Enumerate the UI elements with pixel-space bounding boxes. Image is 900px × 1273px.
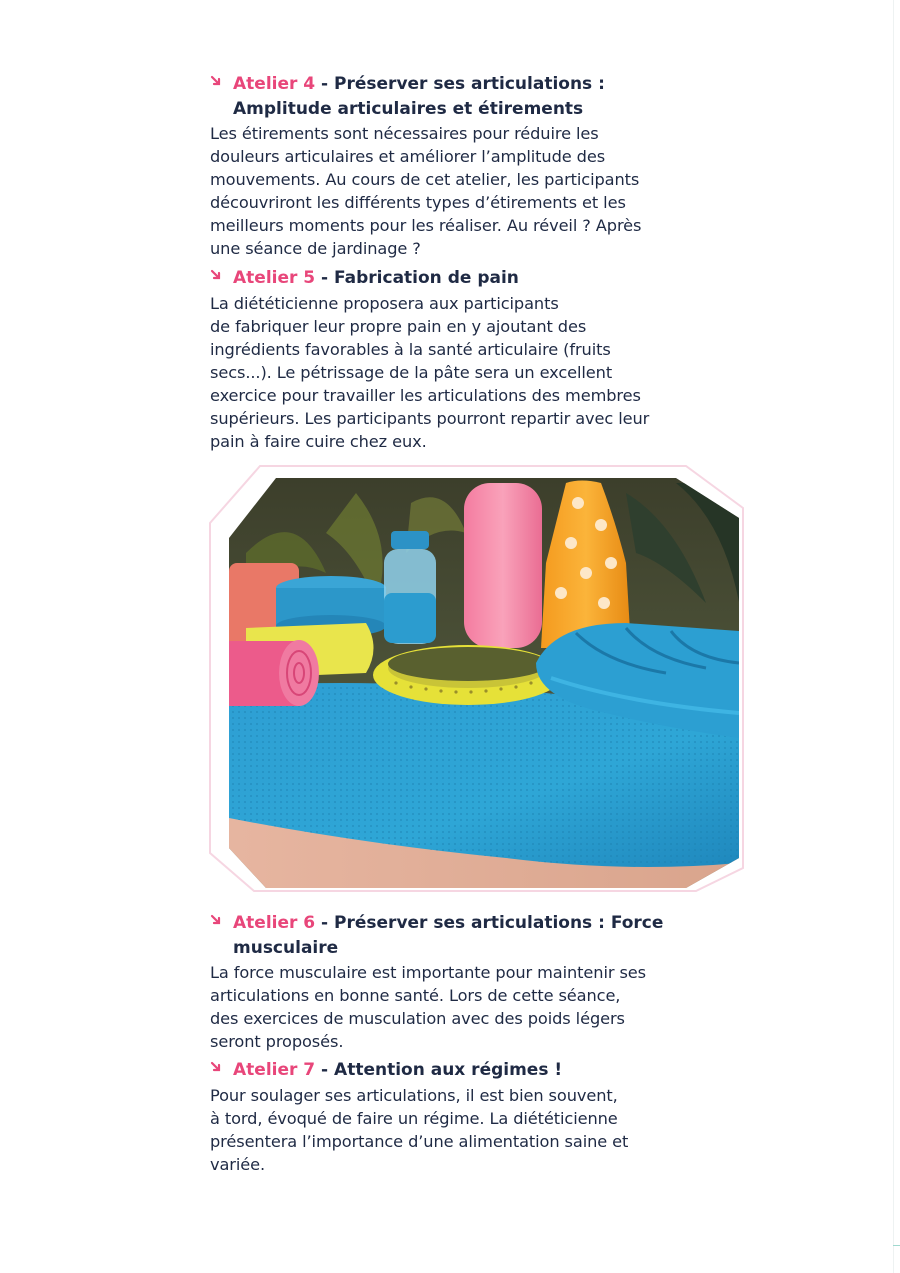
- text-line: secs...). Le pétrissage de la pâte sera un excellent: [210, 362, 613, 382]
- text-line: douleurs articulaires et améliorer l’amplitude des: [210, 147, 606, 166]
- text-line: de fabriquer leur propre pain en y ajoutant des: [210, 316, 587, 336]
- page-edge-line: [893, 0, 894, 1273]
- text-line: pain à faire cuire chez eux.: [210, 431, 427, 451]
- workshop-atelier-5: [210, 266, 690, 453]
- workshop-atelier-7: [210, 1058, 690, 1176]
- text-line: mouvements. Au cours de cet atelier, les participants: [210, 170, 640, 189]
- atelier-number: Atelier 4: [233, 74, 316, 94]
- arrow-down-right-icon: [210, 75, 222, 87]
- text-line: Les étirements sont nécessaires pour réduire les: [210, 124, 599, 143]
- workshop-heading: [210, 266, 690, 291]
- text-line: meilleurs moments pour les réaliser. Au réveil ? Après: [210, 216, 642, 235]
- text-line: supérieurs. Les participants pourront repartir avec leur: [210, 408, 650, 428]
- workshop-description: [210, 122, 690, 260]
- fitness-equipment-photo: [206, 463, 746, 893]
- text-line: exercice pour travailler les articulations des membres: [210, 385, 641, 405]
- atelier-number: Atelier 6: [233, 913, 316, 933]
- atelier-title: - Fabrication de pain: [315, 268, 519, 288]
- text-line: une séance de jardinage ?: [210, 239, 421, 258]
- text-line: découvriront les différents types d’étirements et les: [210, 193, 626, 212]
- workshop-heading: [210, 72, 690, 121]
- text-line: à tord, évoqué de faire un régime. La diététicienne: [210, 1108, 618, 1128]
- text-line: des exercices de musculation avec des poids légers: [210, 1009, 625, 1028]
- atelier-number: Atelier 5: [233, 268, 316, 288]
- workshop-description: [210, 292, 690, 453]
- corner-mark: [893, 1245, 900, 1246]
- text-line: articulations en bonne santé. Lors de cette séance,: [210, 986, 621, 1005]
- atelier-title: - Préserver ses articulations : Force musculaire: [233, 913, 664, 958]
- workshop-heading: [210, 1058, 690, 1083]
- text-line: La force musculaire est importante pour maintenir ses: [210, 963, 646, 982]
- text-line: Pour soulager ses articulations, il est bien souvent,: [210, 1085, 618, 1105]
- workshop-atelier-6: [210, 911, 690, 1053]
- workshop-atelier-4: [210, 72, 690, 260]
- workshop-description: [210, 1084, 690, 1176]
- atelier-title: - Attention aux régimes !: [315, 1060, 563, 1080]
- text-line: variée.: [210, 1154, 266, 1174]
- text-line: La diététicienne proposera aux participants: [210, 293, 559, 313]
- atelier-title: - Préserver ses articulations : Amplitude articulaires et étirements: [233, 74, 605, 119]
- arrow-down-right-icon: [210, 1061, 222, 1073]
- text-line: présentera l’importance d’une alimentation saine et: [210, 1131, 629, 1151]
- text-line: ingrédients favorables à la santé articulaire (fruits: [210, 339, 611, 359]
- arrow-down-right-icon: [210, 914, 222, 926]
- atelier-number: Atelier 7: [233, 1060, 316, 1080]
- arrow-down-right-icon: [210, 269, 222, 281]
- workshop-heading: [210, 911, 690, 960]
- text-line: seront proposés.: [210, 1032, 344, 1051]
- workshop-description: [210, 961, 690, 1053]
